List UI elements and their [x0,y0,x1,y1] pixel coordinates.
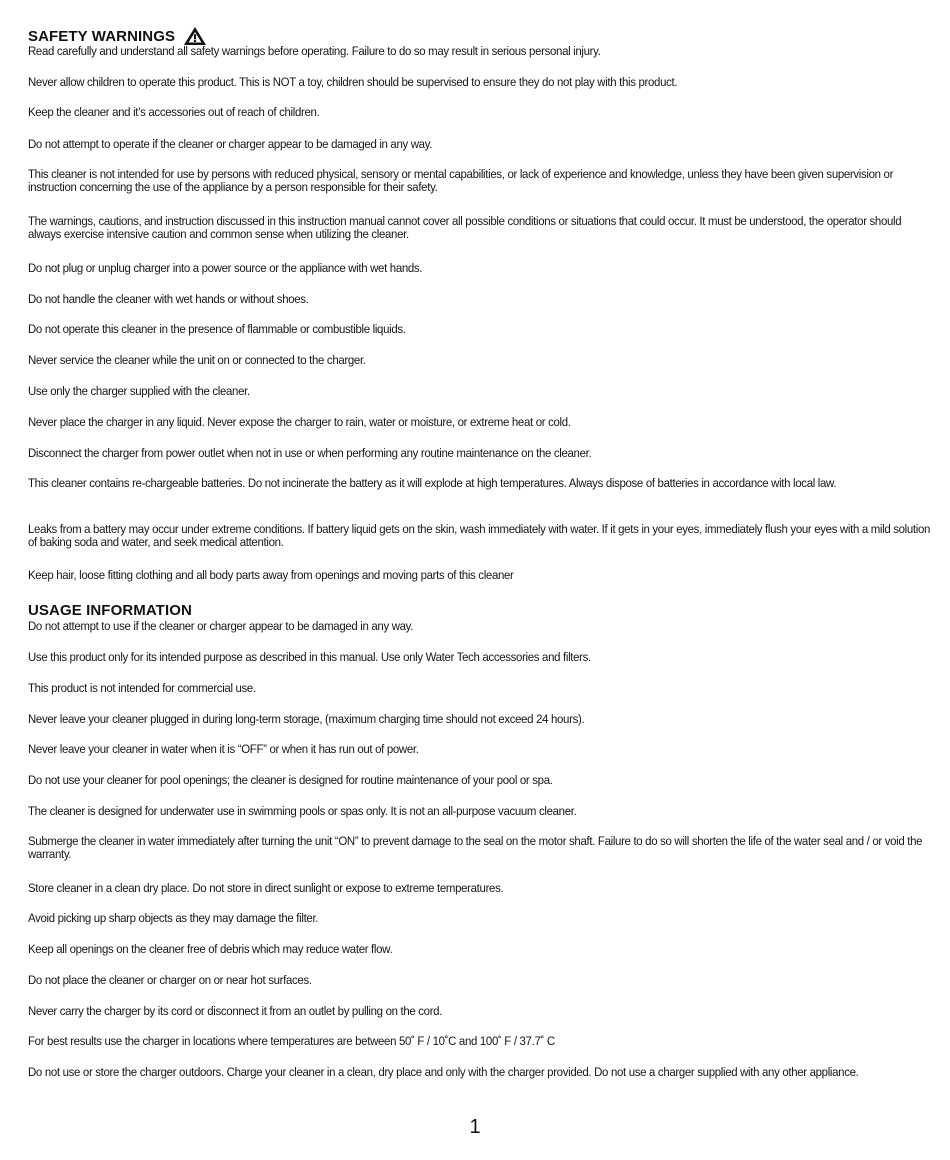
usage-paragraph: Avoid picking up sharp objects as they may damage the filter. [28,911,319,925]
safety-warnings-title: SAFETY WARNINGS [28,27,176,45]
safety-paragraph: Do not attempt to operate if the cleaner or charger appear to be damaged in any way. [28,137,433,151]
usage-paragraph: Never leave your cleaner in water when it is “OFF” or when it has run out of power. [28,742,419,756]
safety-paragraph: Read carefully and understand all safety warnings before operating. Failure to do so may result in serious personal injury. [28,44,601,58]
usage-information-heading [28,602,192,619]
safety-paragraph: Never allow children to operate this product. This is NOT a toy, children should be supervised to ensure they do not play with this product. [28,75,678,89]
safety-paragraph: The warnings, cautions, and instruction discussed in this instruction manual cannot cover all possible conditions or situations that could occur. It must be understood, the operator should always exercise intensive caution and common sense when utilizing the cleaner. [28,214,902,241]
safety-paragraph: This cleaner is not intended for use by persons with reduced physical, sensory or mental capabilities, or lack of experience and knowledge, unless they have been given supervision or instruction concerning the use of the appliance by a person responsible for their safety. [28,167,894,194]
safety-paragraph: Keep hair, loose fitting clothing and all body parts away from openings and moving parts of this cleaner [28,568,514,582]
page-number: 1 [469,1116,481,1138]
safety-paragraph: This cleaner contains re-chargeable batteries. Do not incinerate the battery as it will explode at high temperatures. Always dispose of batteries in accordance with local law. [28,476,837,490]
safety-paragraph: Do not handle the cleaner with wet hands or without shoes. [28,292,309,306]
usage-paragraph: Do not use or store the charger outdoors. Charge your cleaner in a clean, dry place and only with the charger provided. Do not use a charger supplied with any other appliance. [28,1065,859,1079]
usage-paragraph: The cleaner is designed for underwater use in swimming pools or spas only. It is not an all-purpose vacuum cleaner. [28,804,577,818]
usage-paragraph: Keep all openings on the cleaner free of debris which may reduce water flow. [28,942,393,956]
warning-triangle-icon [183,26,207,46]
safety-paragraph: Disconnect the charger from power outlet when not in use or when performing any routine maintenance on the cleaner. [28,446,592,460]
usage-paragraph: Store cleaner in a clean dry place. Do not store in direct sunlight or expose to extreme temperatures. [28,881,504,895]
usage-information-title: USAGE INFORMATION [28,602,192,619]
usage-paragraph: Do not use your cleaner for pool openings; the cleaner is designed for routine maintenance of your pool or spa. [28,773,553,787]
safety-paragraph: Never place the charger in any liquid. Never expose the charger to rain, water or moisture, or extreme heat or cold. [28,415,571,429]
safety-paragraph: Do not operate this cleaner in the presence of flammable or combustible liquids. [28,322,406,336]
safety-paragraph: Never service the cleaner while the unit on or connected to the charger. [28,353,366,367]
usage-paragraph: Do not place the cleaner or charger on or near hot surfaces. [28,973,312,987]
usage-paragraph: This product is not intended for commercial use. [28,681,256,695]
usage-paragraph: Use this product only for its intended purpose as described in this manual. Use only Water Tech accessories and filters. [28,650,591,664]
usage-paragraph: Do not attempt to use if the cleaner or charger appear to be damaged in any way. [28,619,414,633]
safety-warnings-heading [28,26,207,46]
usage-paragraph: Submerge the cleaner in water immediately after turning the unit “ON” to prevent damage to the seal on the motor shaft. Failure to do so will shorten the life of the water seal and / or void the warranty. [28,834,923,861]
safety-paragraph: Leaks from a battery may occur under extreme conditions. If battery liquid gets on the skin, wash immediately with water. If it gets in your eyes, immediately flush your eyes with a mild solution of baking soda and water, and seek medical attention. [28,522,931,549]
usage-paragraph: Never carry the charger by its cord or disconnect it from an outlet by pulling on the cord. [28,1004,443,1018]
usage-paragraph: For best results use the charger in locations where temperatures are between 50˚ F / 10˚C and 100˚ F / 37.7˚ C [28,1034,555,1048]
safety-paragraph: Do not plug or unplug charger into a power source or the appliance with wet hands. [28,261,423,275]
safety-paragraph: Use only the charger supplied with the cleaner. [28,384,250,398]
usage-paragraph: Never leave your cleaner plugged in during long-term storage, (maximum charging time should not exceed 24 hours). [28,712,585,726]
safety-paragraph: Keep the cleaner and it’s accessories out of reach of children. [28,105,320,119]
